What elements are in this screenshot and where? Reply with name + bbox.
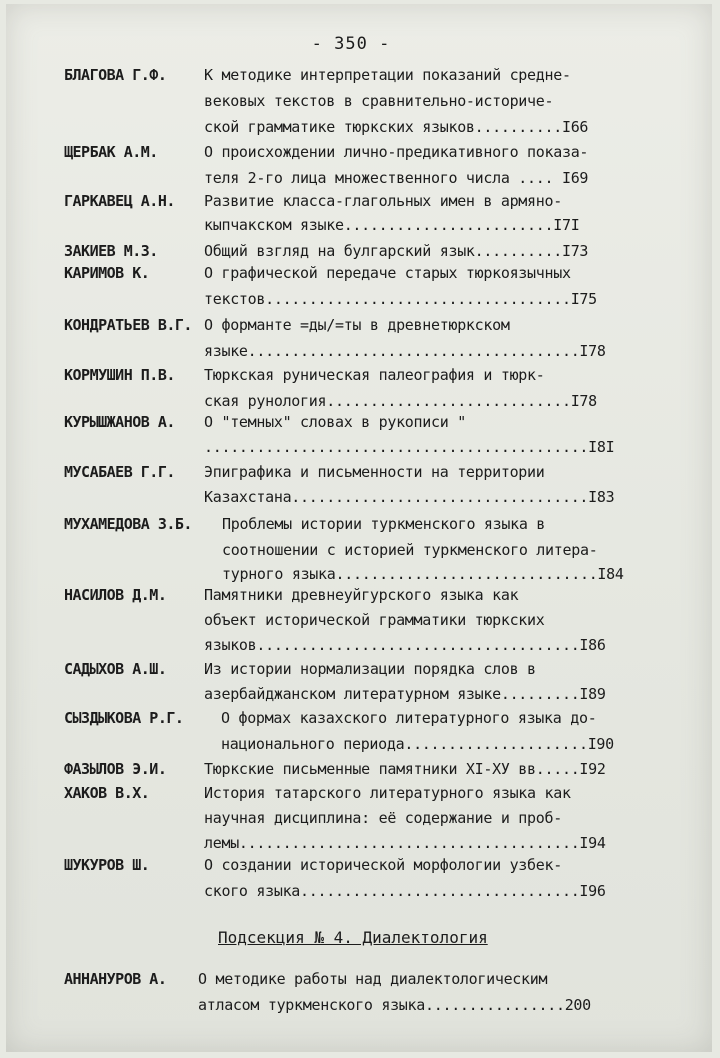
entry-title-line: О происхождении лично-предикативного показа- [204,143,589,161]
section-heading: Подсекция № 4. Диалектология [218,928,488,947]
entry-title-line: турного языка..............................I84 [222,565,624,583]
entry-title-line: текстов...................................I75 [204,290,597,308]
entry-title-line: Развитие класса-глагольных имен в армяно- [204,192,562,210]
section-entry-title-line: атласом туркменского языка................200 [198,996,591,1014]
entry-author: ЩЕРБАК А.М. [64,143,158,161]
entry-title-line: Эпиграфика и письменности на территории [204,463,545,481]
entry-author: КОНДРАТЬЕВ В.Г. [64,316,192,334]
entry-author: ЗАКИЕВ М.З. [64,242,158,260]
page-number: - 350 - [311,34,391,54]
entry-title-line: ская рунология............................I78 [204,392,597,410]
entry-title-line: азербайджанском литературном языке.........I89 [204,685,606,703]
entry-author: КУРЫШЖАНОВ А. [64,413,175,431]
entry-title-line: объект исторической грамматики тюркских [204,611,545,629]
entry-title-line: соотношении с историей туркменского литера- [222,541,598,559]
section-entry-author: АННАНУРОВ А. [64,970,167,988]
entry-title-line: Проблемы истории туркменского языка в [222,515,546,533]
entry-title-line: Общий взгляд на булгарский язык..........I73 [204,242,589,260]
entry-title-line: Тюркские письменные памятники XI-ХУ вв.....I92 [204,760,606,778]
entry-author: НАСИЛОВ Д.М. [64,586,167,604]
entry-title-line: История татарского литературного языка как [204,784,571,802]
entry-title-line: О форманте =ды/=ты в древнетюркском [204,316,510,334]
entry-title-line: национального периода.....................I90 [221,735,614,753]
section-entry-title-line: О методике работы над диалектологическим [198,970,548,988]
entry-title-line: вековых текстов в сравнительно-историче- [204,92,554,110]
entry-author: ГАРКАВЕЦ А.Н. [64,192,175,210]
entry-author: СЫЗДЫКОВА Р.Г. [64,709,184,727]
entry-author: КАРИМОВ К. [64,264,150,282]
entry-author: ФАЗЫЛОВ Э.И. [64,760,167,778]
entry-title-line: О формах казахского литературного языка до- [221,709,597,727]
entry-title-line: О графической передаче старых тюркоязычных [204,264,571,282]
entry-author: КОРМУШИН П.В. [64,366,175,384]
entry-title-line: О "темных" словах в рукописи " [204,413,466,431]
entry-author: МУСАБАЕВ Г.Г. [64,463,175,481]
entry-title-line: Из истории нормализации порядка слов в [204,660,536,678]
entry-title-line: языке......................................I78 [204,342,606,360]
entry-author: ШУКУРОВ Ш. [64,856,150,874]
entry-author: САДЫХОВ А.Ш. [64,660,167,678]
entry-title-line: теля 2-го лица множественного числа .... I69 [204,169,589,187]
entry-title-line: К методике интерпретации показаний средне- [204,66,571,84]
entry-author: МУХАМЕДОВА З.Б. [64,515,192,533]
entry-title-line: лемы.......................................I94 [204,834,606,852]
entry-title-line: Казахстана..................................I83 [204,488,615,506]
entry-title-line: ской грамматике тюркских языков..........I66 [204,118,589,136]
entry-title-line: языков.....................................I86 [204,636,606,654]
entry-author: БЛАГОВА Г.Ф. [64,66,167,84]
entry-title-line: Памятники древнеуйгурского языка как [204,586,519,604]
entry-title-line: кыпчакском языке........................I7I [204,216,580,234]
entry-title-line: О создании исторической морфологии узбек- [204,856,562,874]
entry-title-line: Тюркская руническая палеография и тюрк- [204,366,545,384]
entry-author: ХАКОВ В.Х. [64,784,150,802]
entry-title-line: ............................................I8I [204,438,615,456]
entry-title-line: научная дисциплина: её содержание и проб- [204,809,562,827]
entry-title-line: ского языка................................I96 [204,882,606,900]
